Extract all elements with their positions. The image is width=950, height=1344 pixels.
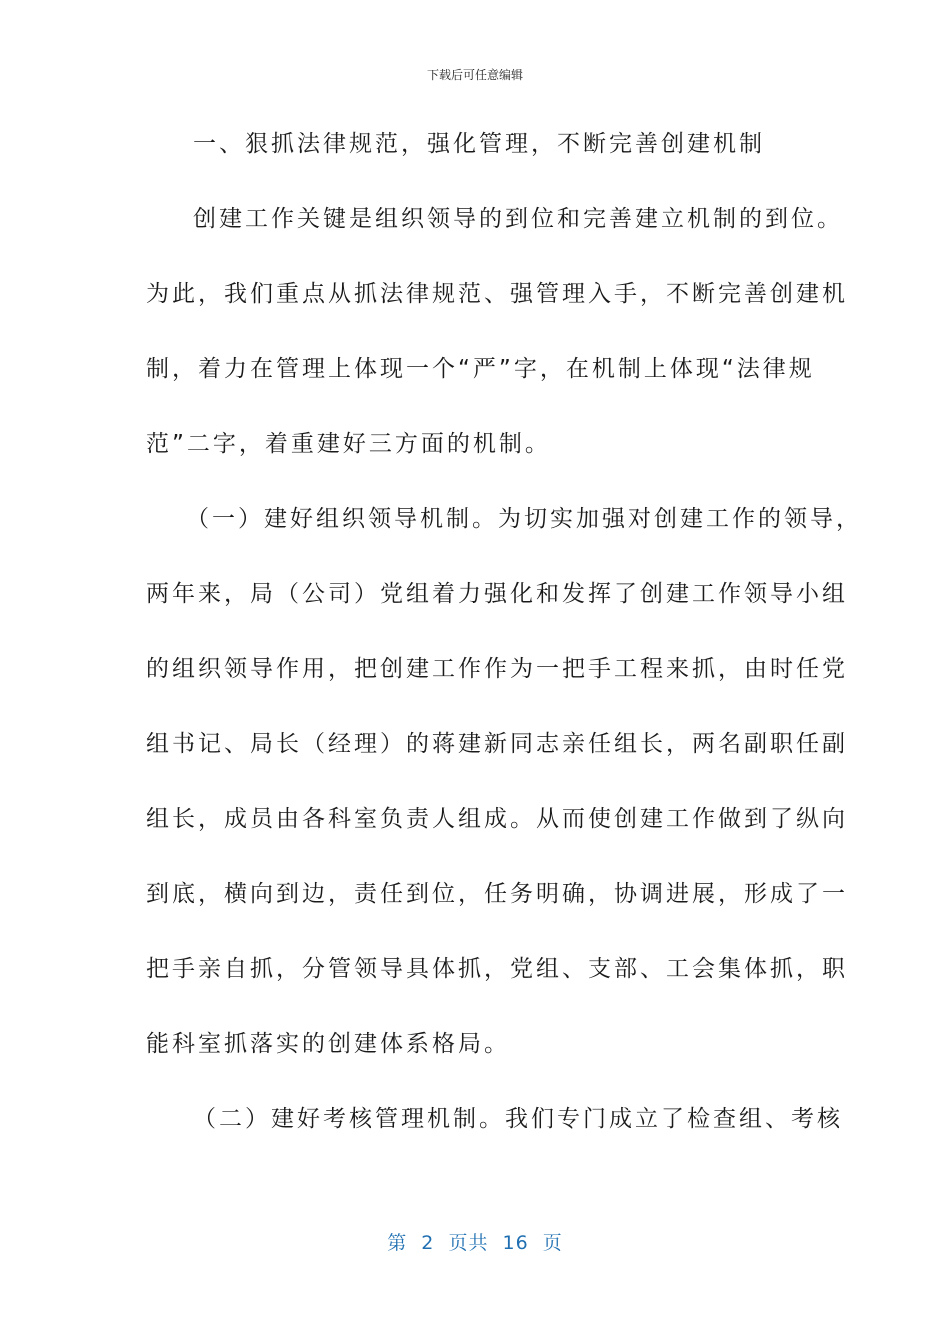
paragraph-line: 组书记、局长（经理）的蒋建新同志亲任组长，两名副职任副 <box>146 731 848 757</box>
paragraph-line: 创建工作关键是组织领导的到位和完善建立机制的到位。 <box>193 206 843 232</box>
paragraph-line: 的组织领导作用，把创建工作作为一把手工程来抓，由时任党 <box>146 656 848 682</box>
paragraph-line: （一）建好组织领导机制。为切实加强对创建工作的领导， <box>186 506 862 532</box>
section-heading: 一、狠抓法律规范，强化管理，不断完善创建机制 <box>193 131 765 157</box>
paragraph-line: （二）建好考核管理机制。我们专门成立了检查组、考核 <box>193 1106 843 1132</box>
paragraph-line: 把手亲自抓，分管领导具体抓，党组、支部、工会集体抓，职 <box>146 956 848 982</box>
paragraph-line: 组长，成员由各科室负责人组成。从而使创建工作做到了纵向 <box>146 806 848 832</box>
paragraph-line: 能科室抓落实的创建体系格局。 <box>146 1031 510 1057</box>
paragraph-line: 到底，横向到边，责任到位，任务明确，协调进展，形成了一 <box>146 881 848 907</box>
paragraph-line: 为此，我们重点从抓法律规范、强管理入手，不断完善创建机 <box>146 281 848 307</box>
header-note: 下载后可任意编辑 <box>426 68 523 82</box>
paragraph-line: 两年来，局（公司）党组着力强化和发挥了创建工作领导小组 <box>146 581 848 607</box>
page-number-footer: 第 2 页共 16 页 <box>387 1232 563 1254</box>
paragraph-line: 制，着力在管理上体现一个“严”字，在机制上体现“法律规 <box>146 356 815 382</box>
paragraph-line: 范”二字，着重建好三方面的机制。 <box>146 431 551 457</box>
